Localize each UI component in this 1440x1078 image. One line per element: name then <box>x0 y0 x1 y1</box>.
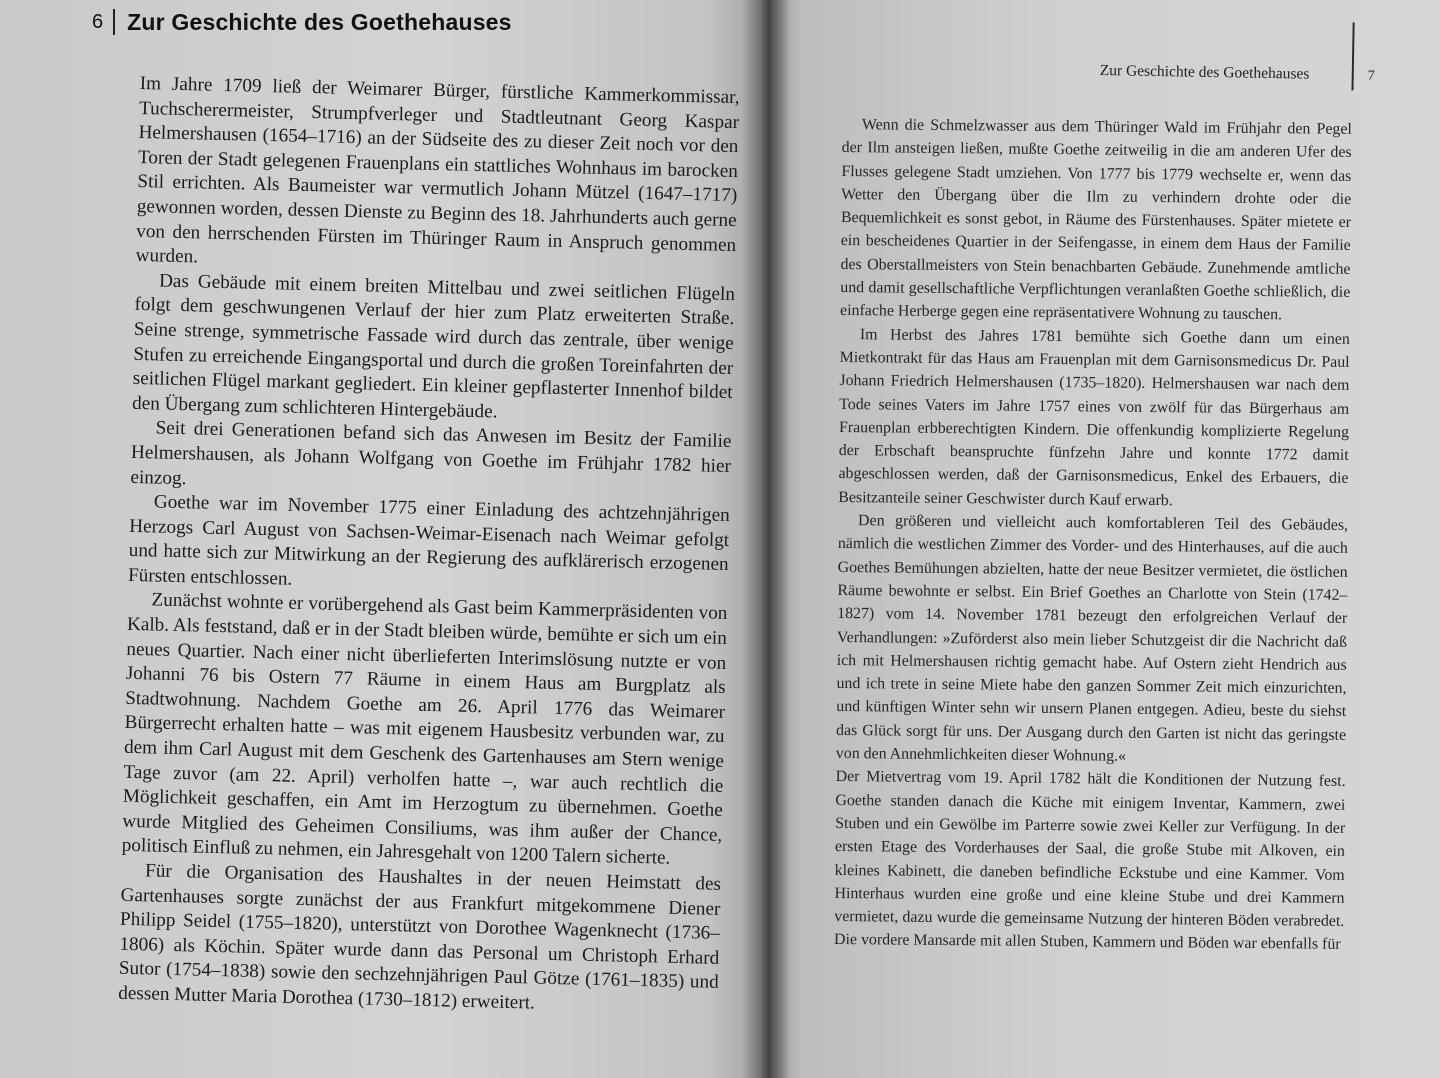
paragraph: Das Gebäude mit einem breiten Mittelbau und zwei seitlichen Flügeln folgt dem geschwungenen Verlauf der hier zum Platz erweiterten Straße. Seine strenge, symmetrische Fassade wird durch das zentrale, über wenige Stufen zu erreichende Eingangsportal und durch die großen Toreinfahrten der seitlichen Flügel markant gegliedert. Ein kleiner gepflasterter Innenhof bildet den Übergang zum schlichteren Hintergebäude. <box>131 270 736 423</box>
header-rule <box>113 9 115 35</box>
book-gutter <box>742 0 790 1078</box>
paragraph: Im Herbst des Jahres 1781 bemühte sich Goethe dann um einen Mietkontrakt für das Haus am Frauenplan mit dem Garnisonsmedicus Dr. Paul Johann Friedrich Helmershausen (1735–1820). Helmershausen war nach dem Tode seines Vaters im Jahre 1757 eines von zwölf für das Bürgerhaus am Frauenplan erbberechtigten Kindern. Die offenkundig komplizierte Regelung der Erbschaft beanspruchte fünfzehn Jahre und konnte 1772 damit abgeschlossen werden, daß der Garnisonsmedicus, Enkel des Erbauers, die Besitzanteile seiner Geschwister durch Kauf erwarb. <box>838 325 1350 509</box>
paragraph: Im Jahre 1709 ließ der Weimarer Bürger, fürstliche Kammerkommissar, Tuchscherermeister, Strumpfverleger und Stadtleutnant Georg Kaspar Helmershausen (1654–1716) an der Südseite des zu dieser Zeit noch vor den Toren der Stadt gelegenen Frauenplans ein stattliches Wohnhaus im barocken Stil errichten. Als Baumeister war vermutlich Johann Mützel (1647–1717) gewonnen worden, dessen Dienste zu Beginn des 18. Jahrhunderts auch gerne von den herrschenden Fürsten im Thüringer Raum in Anspruch genommen wurden. <box>135 72 740 268</box>
paragraph: Wenn die Schmelzwasser aus dem Thüringer Wald im Frühjahr den Pegel der Ilm ansteigen ließen, mußte Goethe zeitweilig in die am anderen Ufer des Flusses gelegene Stadt umziehen. Von 1777 bis 1779 wechselte er, wenn das Wetter den Übergang über die Ilm zu verhindern drohte oder die Bequemlichkeit es sonst gebot, in Räume des Fürstenhauses. Später mietete er ein bescheidenes Quartier in der Seifengasse, in einem dem Haus der Familie des Oberstallmeisters von Stein benachbarten Gebäude. Zunehmende amtliche und damit gesellschaftliche Verpflichtungen veranlaßten Goethe schließlich, die einfache Herberge gegen eine repräsentativere Wohnung zu tauschen. <box>840 116 1352 324</box>
right-running-head: Zur Geschichte des Goethehauses <box>1099 61 1310 83</box>
left-running-head: Zur Geschichte des Goethehauses <box>127 8 512 35</box>
paragraph: Für die Organisation des Haushaltes in der neuen Heimstatt des Gartenhauses sorgte zunächst der aus Frankfurt mitgekommene Diener Philipp Seidel (1755–1820), unterstützt von Dorothee Wagenknecht (1736–1806) als Köchin. Später wurde dann das Personal um Christoph Erhard Sutor (1754–1838) sowie den sechzehnjährigen Paul Götze (1761–1835) und dessen Mutter Maria Dorothea (1730–1812) erweitert. <box>118 860 722 1014</box>
paragraph: Goethe war im November 1775 einer Einladung des achtzehnjährigen Herzogs Carl August von Sachsen-Weimar-Eisenach nach Weimar gefolgt und hatte sich zur Mitwirkung an der Regierung des aufklärerisch erzogenen Fürsten entschlossen. <box>127 491 730 590</box>
paragraph: Seit drei Generationen befand sich das Anwesen im Besitz der Familie Helmershausen, als Johann Wolfgang von Goethe im Frühjahr 1782 hier einzog. <box>130 417 732 489</box>
right-page-header <box>1099 58 1399 93</box>
paragraph: Den größeren und vielleicht auch komfortableren Teil des Gebäudes, nämlich die westlichen Zimmer des Vorder- und des Hinterhauses, auf die auch Goethes Bemühungen abzielten, hatte der neue Besitzer vermietet, die östlichen Räume bewohnte er selbst. Ein Brief Goethes an Charlotte von Stein (1742–1827) vom 14. November 1781 bezeugt den erfolgreichen Verlauf der Verhandlungen: »Zuförderst also mein lieber Schutzgeist dir die Nachricht daß ich mit Helmershausen richtig gemacht habe. Auf Ostern zieht Hendrich aus und ich trete in seine Miete habe den ganzen Sommer Zeit mich einzurichten, und künftigen Winter sehn wir unsern Planen entgegen. Adieu, beste du siehst das Glück sorgt für uns. Der Ausgang durch den Garten ist nicht das geringste von den Annehmlichkeiten dieser Wohnung.« <box>835 512 1349 765</box>
left-page-body <box>118 72 740 1020</box>
paragraph: Zunächst wohnte er vorübergehend als Gast beim Kammerpräsidenten von Kalb. Als feststand, daß er in der Stadt bleiben würde, bemühte er sich um ein neues Quartier. Nach einer nicht überlieferten Interimslösung nutzte er von Johanni 76 bis Ostern 77 Räume in einem Haus am Burgplatz als Stadtwohnung. Nachdem Goethe am 26. April 1776 das Weimarer Bürgerrecht erhalten hatte – was mit eigenem Hausbesitz verbunden war, zu dem ihm Carl August mit dem Geschenk des Gartenhauses am Stern wenige Tage zuvor (am 22. April) verholfen hatte –, war auch rechtlich die Möglichkeit geschaffen, ein Amt im Herzogtum zu übernehmen. Goethe wurde Mitglied des Geheimen Consiliums, was ihm außer der Chance, politisch Einfluß zu nehmen, ein Jahresgehalt von 1200 Talern sicherte. <box>121 589 728 870</box>
left-page-header <box>92 6 512 38</box>
right-page-body <box>834 113 1352 957</box>
paragraph: Der Mietvertrag vom 19. April 1782 hält die Konditionen der Nutzung fest. Goethe standen danach die Küche mit einigem Inventar, Kammern, zwei Stuben und ein Gewölbe im Parterre sowie zwei Keller zur Verfügung. In der ersten Etage des Vorderhauses der Saal, die große Stube mit Alkoven, ein kleines Kabinett, die daneben befindliche Eckstube und eine Kammer. Vom Hinterhaus wurden eine große und eine kleine Stube und drei Kammern vermietet, dazu wurde die gemeinsame Nutzung der hinteren Böden verabredet. Die vordere Mansarde mit allen Stuben, Kammern und Böden war ebenfalls für <box>833 768 1346 954</box>
right-page-number: 7 <box>1367 68 1375 84</box>
left-page-number: 6 <box>92 10 104 33</box>
